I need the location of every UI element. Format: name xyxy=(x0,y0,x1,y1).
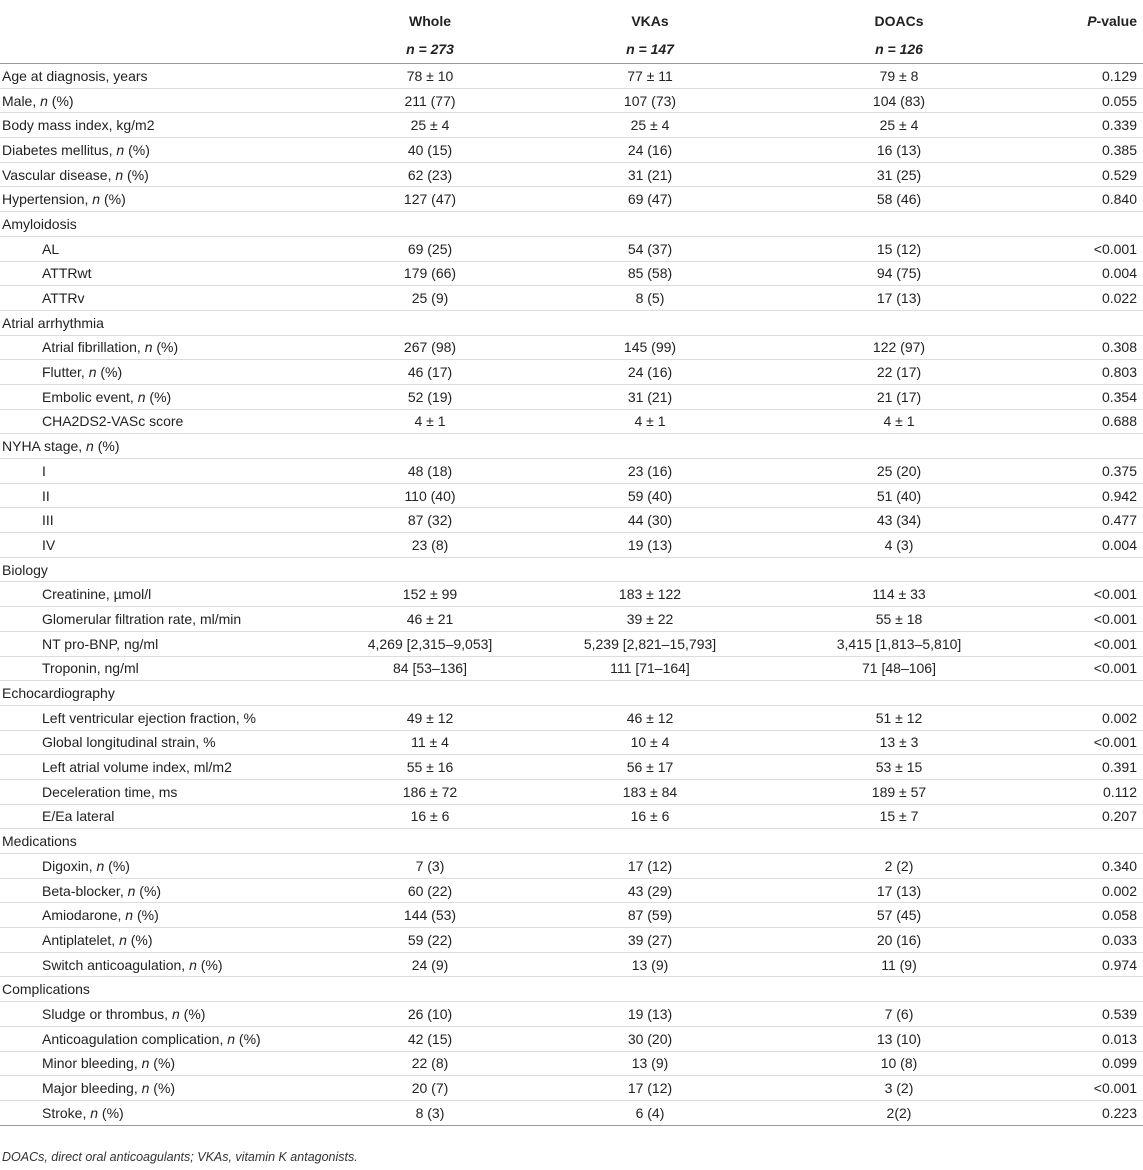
row-label: Medications xyxy=(0,829,335,854)
cell-doacs: 122 (97) xyxy=(775,335,1023,360)
table-row xyxy=(0,335,1143,360)
cell-pvalue: 0.974 xyxy=(1023,952,1143,977)
cell-vkas: 13 (9) xyxy=(525,952,775,977)
cell-doacs: 94 (75) xyxy=(775,261,1023,286)
cell-doacs: 13 (10) xyxy=(775,1026,1023,1051)
table-row xyxy=(0,755,1143,780)
cell-vkas: 111 [71–164] xyxy=(525,656,775,681)
cell-whole: 62 (23) xyxy=(335,162,525,187)
row-label: III xyxy=(0,508,335,533)
cell-vkas: 24 (16) xyxy=(525,138,775,163)
cell-pvalue: 0.129 xyxy=(1023,64,1143,89)
row-label: Global longitudinal strain, % xyxy=(0,730,335,755)
cell-vkas: 183 ± 84 xyxy=(525,779,775,804)
table-row xyxy=(0,1051,1143,1076)
row-label: Deceleration time, ms xyxy=(0,779,335,804)
cell-pvalue xyxy=(1023,557,1143,582)
row-label: Amyloidosis xyxy=(0,212,335,237)
header-row-n xyxy=(0,35,1143,64)
cell-pvalue: 0.391 xyxy=(1023,755,1143,780)
table-row xyxy=(0,681,1143,706)
cell-doacs: 16 (13) xyxy=(775,138,1023,163)
cell-vkas: 145 (99) xyxy=(525,335,775,360)
table-row xyxy=(0,310,1143,335)
cell-whole: 211 (77) xyxy=(335,88,525,113)
cell-doacs: 71 [48–106] xyxy=(775,656,1023,681)
row-label: AL xyxy=(0,236,335,261)
cell-whole: 20 (7) xyxy=(335,1076,525,1101)
table-row xyxy=(0,384,1143,409)
table-row xyxy=(0,162,1143,187)
cell-doacs: 58 (46) xyxy=(775,187,1023,212)
table-row xyxy=(0,286,1143,311)
table-row xyxy=(0,557,1143,582)
cell-vkas: 31 (21) xyxy=(525,162,775,187)
cell-pvalue: 0.354 xyxy=(1023,384,1143,409)
cell-pvalue: 0.942 xyxy=(1023,483,1143,508)
cell-whole: 7 (3) xyxy=(335,854,525,879)
row-label: Diabetes mellitus, n (%) xyxy=(0,138,335,163)
cell-doacs: 4 ± 1 xyxy=(775,409,1023,434)
row-label: Amiodarone, n (%) xyxy=(0,903,335,928)
table-row xyxy=(0,261,1143,286)
cell-pvalue xyxy=(1023,212,1143,237)
cell-doacs: 189 ± 57 xyxy=(775,779,1023,804)
cell-pvalue: 0.375 xyxy=(1023,459,1143,484)
table-row xyxy=(0,977,1143,1002)
table-row xyxy=(0,409,1143,434)
cell-doacs: 2(2) xyxy=(775,1100,1023,1125)
table-row xyxy=(0,1076,1143,1101)
cell-doacs: 10 (8) xyxy=(775,1051,1023,1076)
cell-vkas: 17 (12) xyxy=(525,1076,775,1101)
cell-vkas: 85 (58) xyxy=(525,261,775,286)
table-row xyxy=(0,804,1143,829)
cell-pvalue: <0.001 xyxy=(1023,582,1143,607)
table-row xyxy=(0,607,1143,632)
row-label: Beta-blocker, n (%) xyxy=(0,878,335,903)
cell-pvalue xyxy=(1023,434,1143,459)
cell-doacs xyxy=(775,212,1023,237)
cell-doacs: 20 (16) xyxy=(775,928,1023,953)
cell-whole xyxy=(335,434,525,459)
cell-vkas: 10 ± 4 xyxy=(525,730,775,755)
cell-pvalue xyxy=(1023,829,1143,854)
table-row xyxy=(0,64,1143,89)
cell-whole: 55 ± 16 xyxy=(335,755,525,780)
cell-whole: 179 (66) xyxy=(335,261,525,286)
cell-whole: 59 (22) xyxy=(335,928,525,953)
header-cell-pvalue: P-value xyxy=(1087,13,1137,29)
cell-whole: 127 (47) xyxy=(335,187,525,212)
row-label: I xyxy=(0,459,335,484)
cell-vkas xyxy=(525,977,775,1002)
cell-vkas xyxy=(525,681,775,706)
cell-vkas xyxy=(525,434,775,459)
cell-pvalue: 0.033 xyxy=(1023,928,1143,953)
cell-whole xyxy=(335,681,525,706)
table-row xyxy=(0,508,1143,533)
cell-doacs: 4 (3) xyxy=(775,533,1023,558)
cell-doacs: 11 (9) xyxy=(775,952,1023,977)
cell-pvalue: 0.022 xyxy=(1023,286,1143,311)
cell-pvalue: 0.099 xyxy=(1023,1051,1143,1076)
cell-pvalue: 0.529 xyxy=(1023,162,1143,187)
cell-whole: 48 (18) xyxy=(335,459,525,484)
cell-doacs: 51 ± 12 xyxy=(775,705,1023,730)
cell-whole: 84 [53–136] xyxy=(335,656,525,681)
cell-pvalue xyxy=(1023,310,1143,335)
cell-doacs: 3 (2) xyxy=(775,1076,1023,1101)
cell-vkas: 17 (12) xyxy=(525,854,775,879)
cell-pvalue: 0.002 xyxy=(1023,878,1143,903)
cell-pvalue: 0.339 xyxy=(1023,113,1143,138)
row-label: E/Ea lateral xyxy=(0,804,335,829)
row-label: Sludge or thrombus, n (%) xyxy=(0,1002,335,1027)
table-row xyxy=(0,631,1143,656)
row-label: CHA2DS2-VASc score xyxy=(0,409,335,434)
table-header xyxy=(0,0,1143,64)
n-cell-doacs: n = 126 xyxy=(775,35,1023,64)
cell-doacs: 25 (20) xyxy=(775,459,1023,484)
cell-doacs: 17 (13) xyxy=(775,878,1023,903)
cell-doacs: 104 (83) xyxy=(775,88,1023,113)
cell-vkas: 25 ± 4 xyxy=(525,113,775,138)
cell-doacs: 51 (40) xyxy=(775,483,1023,508)
row-label: IV xyxy=(0,533,335,558)
cell-doacs: 15 (12) xyxy=(775,236,1023,261)
cell-pvalue: 0.004 xyxy=(1023,261,1143,286)
cell-whole xyxy=(335,310,525,335)
header-cell-vkas: VKAs xyxy=(631,13,669,29)
cell-vkas: 5,239 [2,821–15,793] xyxy=(525,631,775,656)
table-row xyxy=(0,903,1143,928)
cell-whole: 11 ± 4 xyxy=(335,730,525,755)
cell-whole: 25 (9) xyxy=(335,286,525,311)
row-label: Biology xyxy=(0,557,335,582)
table-row xyxy=(0,705,1143,730)
cell-pvalue: 0.840 xyxy=(1023,187,1143,212)
table-row xyxy=(0,878,1143,903)
cell-doacs xyxy=(775,557,1023,582)
row-label: Switch anticoagulation, n (%) xyxy=(0,952,335,977)
cell-whole: 24 (9) xyxy=(335,952,525,977)
cell-doacs: 25 ± 4 xyxy=(775,113,1023,138)
table-row xyxy=(0,952,1143,977)
cell-pvalue: 0.004 xyxy=(1023,533,1143,558)
cell-vkas: 77 ± 11 xyxy=(525,64,775,89)
cell-doacs: 53 ± 15 xyxy=(775,755,1023,780)
cell-doacs: 13 ± 3 xyxy=(775,730,1023,755)
cell-whole: 23 (8) xyxy=(335,533,525,558)
cell-whole: 46 ± 21 xyxy=(335,607,525,632)
cell-vkas xyxy=(525,557,775,582)
cell-vkas: 44 (30) xyxy=(525,508,775,533)
cell-vkas: 31 (21) xyxy=(525,384,775,409)
cell-vkas: 19 (13) xyxy=(525,533,775,558)
cell-doacs xyxy=(775,681,1023,706)
table-row xyxy=(0,138,1143,163)
row-label: Glomerular filtration rate, ml/min xyxy=(0,607,335,632)
cell-pvalue: 0.055 xyxy=(1023,88,1143,113)
cell-whole xyxy=(335,977,525,1002)
cell-doacs xyxy=(775,310,1023,335)
cell-whole: 42 (15) xyxy=(335,1026,525,1051)
cell-pvalue: 0.539 xyxy=(1023,1002,1143,1027)
row-label: Male, n (%) xyxy=(0,88,335,113)
cell-doacs: 17 (13) xyxy=(775,286,1023,311)
cell-vkas: 4 ± 1 xyxy=(525,409,775,434)
row-label: Complications xyxy=(0,977,335,1002)
table-row xyxy=(0,779,1143,804)
cell-doacs: 22 (17) xyxy=(775,360,1023,385)
cell-vkas: 107 (73) xyxy=(525,88,775,113)
cell-vkas: 39 ± 22 xyxy=(525,607,775,632)
table-row xyxy=(0,187,1143,212)
table-row xyxy=(0,434,1143,459)
cell-vkas xyxy=(525,310,775,335)
table-row xyxy=(0,1002,1143,1027)
cell-whole xyxy=(335,829,525,854)
header-cell-whole: Whole xyxy=(409,13,451,29)
table-row xyxy=(0,236,1143,261)
table-row xyxy=(0,730,1143,755)
cell-doacs: 31 (25) xyxy=(775,162,1023,187)
cell-whole: 78 ± 10 xyxy=(335,64,525,89)
cell-whole: 26 (10) xyxy=(335,1002,525,1027)
cell-whole: 49 ± 12 xyxy=(335,705,525,730)
cell-pvalue: 0.385 xyxy=(1023,138,1143,163)
cell-whole: 52 (19) xyxy=(335,384,525,409)
row-label: Embolic event, n (%) xyxy=(0,384,335,409)
cell-vkas: 46 ± 12 xyxy=(525,705,775,730)
cell-vkas xyxy=(525,829,775,854)
row-label: Flutter, n (%) xyxy=(0,360,335,385)
cell-vkas: 24 (16) xyxy=(525,360,775,385)
cell-whole: 60 (22) xyxy=(335,878,525,903)
table-row xyxy=(0,656,1143,681)
cell-doacs xyxy=(775,829,1023,854)
cell-whole: 16 ± 6 xyxy=(335,804,525,829)
row-label: Body mass index, kg/m2 xyxy=(0,113,335,138)
cell-vkas: 54 (37) xyxy=(525,236,775,261)
cell-doacs: 7 (6) xyxy=(775,1002,1023,1027)
row-label: Age at diagnosis, years xyxy=(0,64,335,89)
row-label: Left ventricular ejection fraction, % xyxy=(0,705,335,730)
row-label: Left atrial volume index, ml/m2 xyxy=(0,755,335,780)
cell-doacs: 57 (45) xyxy=(775,903,1023,928)
cell-pvalue: 0.058 xyxy=(1023,903,1143,928)
cell-pvalue: 0.002 xyxy=(1023,705,1143,730)
cell-pvalue: 0.308 xyxy=(1023,335,1143,360)
row-label: Anticoagulation complication, n (%) xyxy=(0,1026,335,1051)
header-row-columns xyxy=(0,0,1143,35)
cell-vkas: 183 ± 122 xyxy=(525,582,775,607)
cell-whole: 25 ± 4 xyxy=(335,113,525,138)
cell-whole: 144 (53) xyxy=(335,903,525,928)
cell-whole: 186 ± 72 xyxy=(335,779,525,804)
cell-vkas: 59 (40) xyxy=(525,483,775,508)
cell-whole: 152 ± 99 xyxy=(335,582,525,607)
table-row xyxy=(0,88,1143,113)
cell-pvalue xyxy=(1023,977,1143,1002)
row-label: Echocardiography xyxy=(0,681,335,706)
cell-vkas: 13 (9) xyxy=(525,1051,775,1076)
cell-vkas: 39 (27) xyxy=(525,928,775,953)
table-row xyxy=(0,113,1143,138)
cell-pvalue: <0.001 xyxy=(1023,656,1143,681)
cell-doacs: 79 ± 8 xyxy=(775,64,1023,89)
cell-pvalue xyxy=(1023,681,1143,706)
cell-vkas: 30 (20) xyxy=(525,1026,775,1051)
cell-whole: 87 (32) xyxy=(335,508,525,533)
row-label: Atrial arrhythmia xyxy=(0,310,335,335)
cell-doacs: 114 ± 33 xyxy=(775,582,1023,607)
cell-vkas: 6 (4) xyxy=(525,1100,775,1125)
cell-whole: 46 (17) xyxy=(335,360,525,385)
cell-doacs: 15 ± 7 xyxy=(775,804,1023,829)
cell-whole: 69 (25) xyxy=(335,236,525,261)
cell-whole: 4,269 [2,315–9,053] xyxy=(335,631,525,656)
cell-vkas: 56 ± 17 xyxy=(525,755,775,780)
row-label: Digoxin, n (%) xyxy=(0,854,335,879)
cell-vkas: 16 ± 6 xyxy=(525,804,775,829)
cell-vkas: 8 (5) xyxy=(525,286,775,311)
table-row xyxy=(0,582,1143,607)
cell-pvalue: 0.112 xyxy=(1023,779,1143,804)
n-cell-vkas: n = 147 xyxy=(525,35,775,64)
cell-whole: 4 ± 1 xyxy=(335,409,525,434)
header-cell-label xyxy=(0,0,335,35)
n-cell-pvalue xyxy=(1023,35,1143,64)
cell-doacs xyxy=(775,977,1023,1002)
cell-whole xyxy=(335,557,525,582)
cell-whole: 22 (8) xyxy=(335,1051,525,1076)
row-label: Troponin, ng/ml xyxy=(0,656,335,681)
cell-vkas xyxy=(525,212,775,237)
table-row xyxy=(0,533,1143,558)
cell-whole: 40 (15) xyxy=(335,138,525,163)
table-row xyxy=(0,928,1143,953)
cell-doacs: 3,415 [1,813–5,810] xyxy=(775,631,1023,656)
cell-pvalue: <0.001 xyxy=(1023,730,1143,755)
row-label: Creatinine, µmol/l xyxy=(0,582,335,607)
cell-vkas: 87 (59) xyxy=(525,903,775,928)
cell-doacs: 21 (17) xyxy=(775,384,1023,409)
table-row xyxy=(0,1026,1143,1051)
cell-pvalue: <0.001 xyxy=(1023,631,1143,656)
table-row xyxy=(0,483,1143,508)
table-row xyxy=(0,459,1143,484)
row-label: Atrial fibrillation, n (%) xyxy=(0,335,335,360)
row-label: NT pro-BNP, ng/ml xyxy=(0,631,335,656)
cell-pvalue: 0.688 xyxy=(1023,409,1143,434)
row-label: Antiplatelet, n (%) xyxy=(0,928,335,953)
cell-pvalue: 0.477 xyxy=(1023,508,1143,533)
cell-pvalue: <0.001 xyxy=(1023,236,1143,261)
table-row xyxy=(0,829,1143,854)
table-row xyxy=(0,212,1143,237)
cell-pvalue: 0.223 xyxy=(1023,1100,1143,1125)
n-cell-label xyxy=(0,35,335,64)
row-label: ATTRv xyxy=(0,286,335,311)
row-label: Hypertension, n (%) xyxy=(0,187,335,212)
header-cell-doacs: DOACs xyxy=(874,13,924,29)
row-label: Stroke, n (%) xyxy=(0,1100,335,1125)
cell-whole: 110 (40) xyxy=(335,483,525,508)
cell-whole: 8 (3) xyxy=(335,1100,525,1125)
n-cell-whole: n = 273 xyxy=(335,35,525,64)
table-row xyxy=(0,360,1143,385)
cell-vkas: 43 (29) xyxy=(525,878,775,903)
cell-pvalue: 0.013 xyxy=(1023,1026,1143,1051)
row-label: Minor bleeding, n (%) xyxy=(0,1051,335,1076)
row-label: II xyxy=(0,483,335,508)
row-label: Vascular disease, n (%) xyxy=(0,162,335,187)
table-row xyxy=(0,854,1143,879)
cell-vkas: 69 (47) xyxy=(525,187,775,212)
row-label: NYHA stage, n (%) xyxy=(0,434,335,459)
cell-vkas: 19 (13) xyxy=(525,1002,775,1027)
cell-doacs: 55 ± 18 xyxy=(775,607,1023,632)
table-footnote: DOACs, direct oral anticoagulants; VKAs, vitamin K antagonists. xyxy=(2,1150,358,1164)
table-body xyxy=(0,64,1143,1126)
cell-doacs: 43 (34) xyxy=(775,508,1023,533)
cell-doacs: 2 (2) xyxy=(775,854,1023,879)
cell-pvalue: <0.001 xyxy=(1023,607,1143,632)
row-label: Major bleeding, n (%) xyxy=(0,1076,335,1101)
cell-pvalue: 0.340 xyxy=(1023,854,1143,879)
cell-pvalue: 0.207 xyxy=(1023,804,1143,829)
table-row xyxy=(0,1100,1143,1125)
row-label: ATTRwt xyxy=(0,261,335,286)
cell-doacs xyxy=(775,434,1023,459)
cell-whole xyxy=(335,212,525,237)
cell-whole: 267 (98) xyxy=(335,335,525,360)
cell-pvalue: <0.001 xyxy=(1023,1076,1143,1101)
cell-vkas: 23 (16) xyxy=(525,459,775,484)
cell-pvalue: 0.803 xyxy=(1023,360,1143,385)
